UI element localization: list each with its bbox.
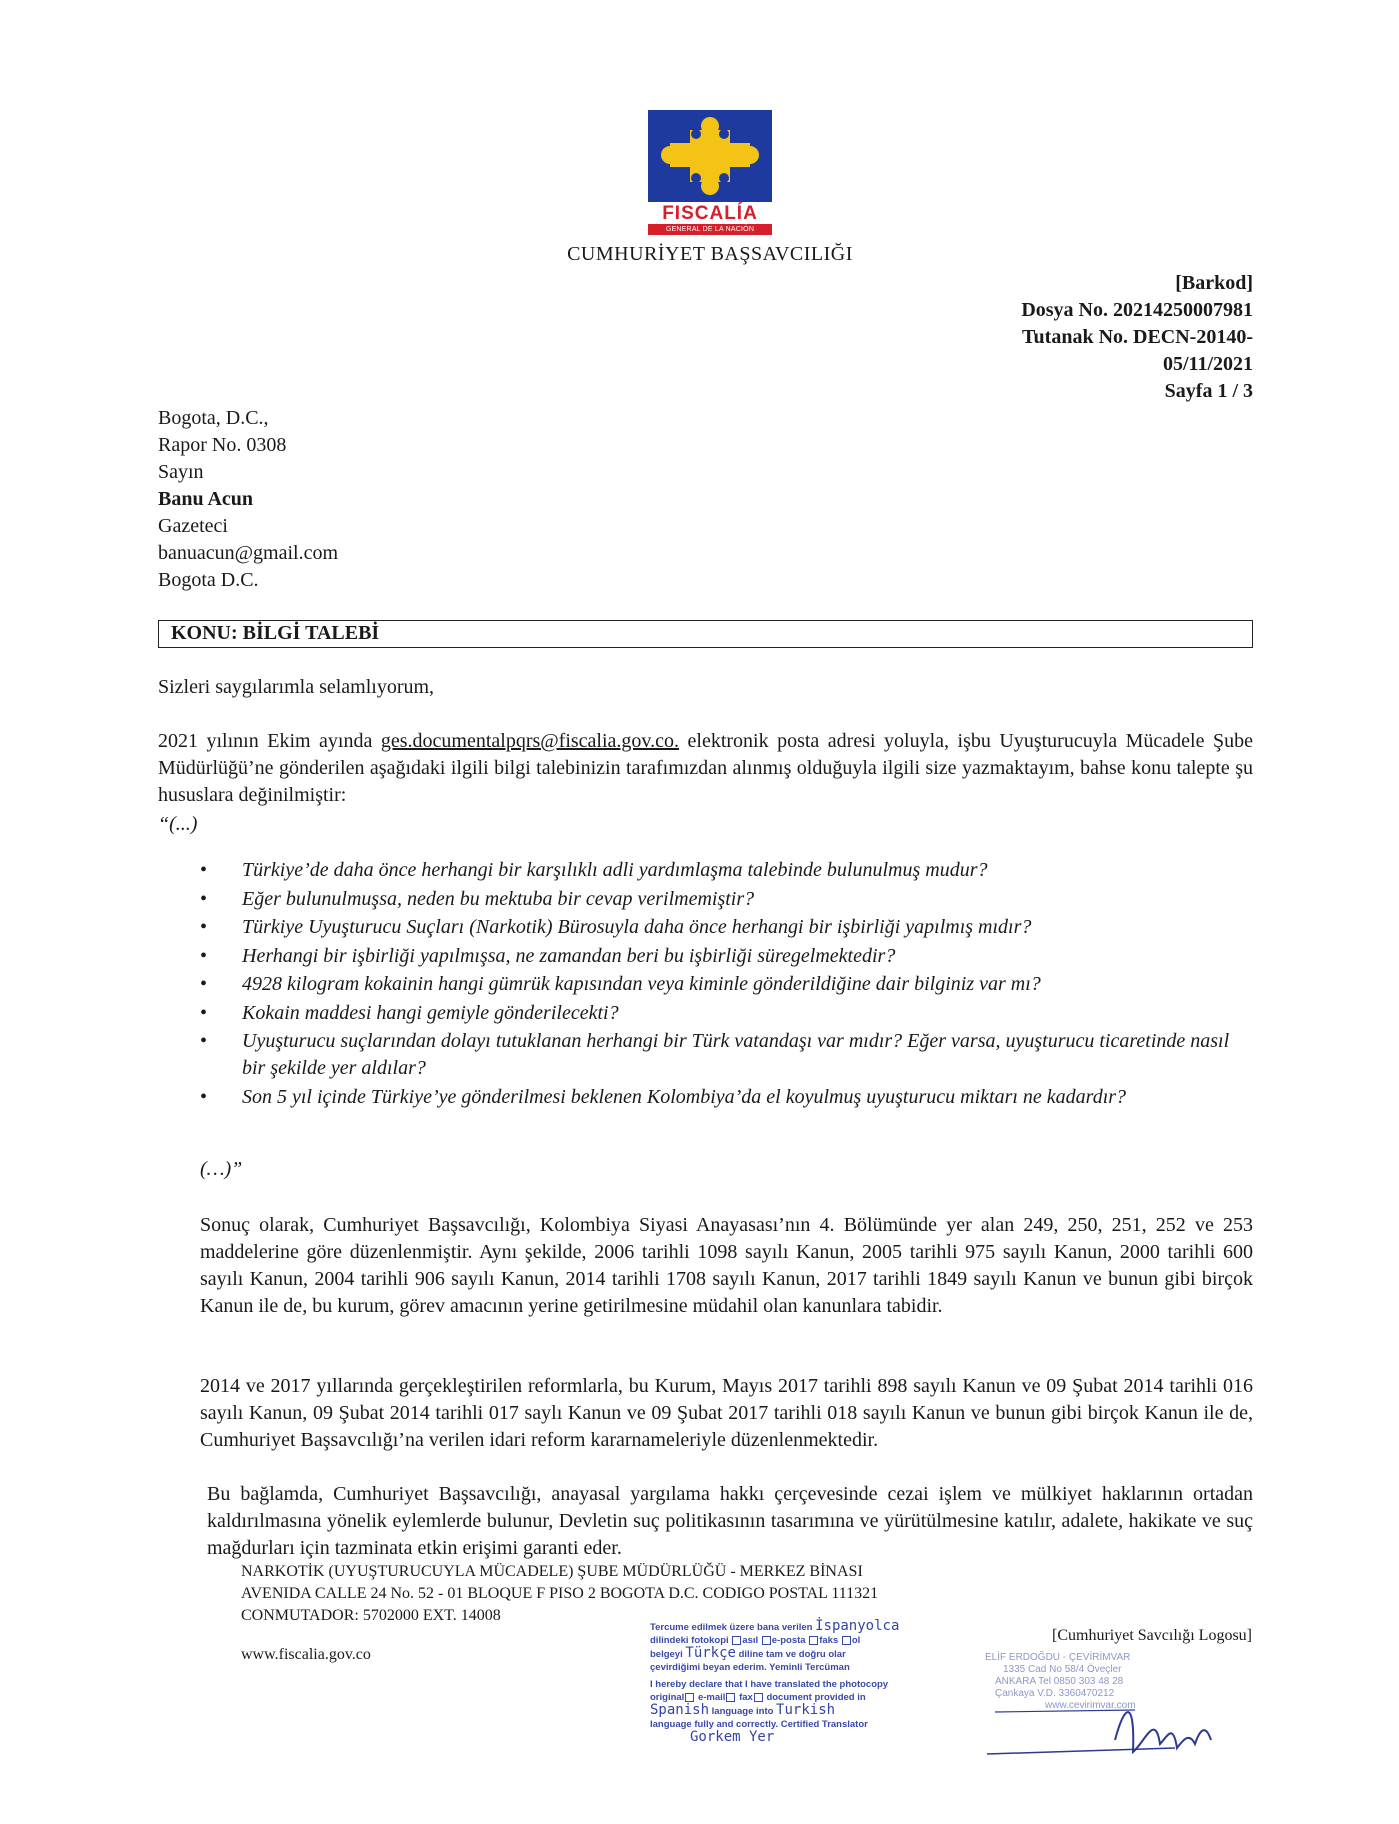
recipient-address — [158, 405, 338, 594]
recipient-email: banuacun@gmail.com — [158, 542, 339, 564]
email-link[interactable]: ges.documentalpqrs@fiscalia.gov.co. — [380, 730, 680, 752]
bullet-icon: • — [200, 916, 208, 938]
reference-block — [1021, 270, 1253, 405]
handwritten-source-language-en: Spanish — [650, 1702, 710, 1718]
bullet-icon: • — [200, 973, 208, 995]
logo-emblem — [648, 110, 772, 202]
footer-line-1: NARKOTİK (UYUŞTURUCUYLA MÜCADELE) ŞUBE MÜDÜRLÜĞÜ - MERKEZ BİNASI — [241, 1563, 863, 1580]
bullet-icon: • — [200, 1001, 208, 1024]
city-line: Bogota, D.C., — [158, 407, 269, 429]
bullet-icon: • — [200, 1030, 208, 1052]
list-item: • Eğer bulunulmuşsa, neden bu mektuba bir cevap verilmemiştir? — [200, 886, 1255, 913]
intro-text-after: elektronik posta adresi yoluyla, işbu Uyuşturucuyla Mücadele Şube Müdürlüğü’ne gönderilen aşağıdaki ilgili bilgi talebinizin tarafımızdan alınmış olduğuyla ilgili size yazmaktayım, bahse konu talepte şu hususlara değinilmiştir: — [158, 730, 1253, 806]
checkbox-icon — [726, 1693, 735, 1702]
footer-line-2: AVENIDA CALLE 24 No. 52 - 01 BLOQUE F PISO 2 BOGOTA D.C. CODIGO POSTAL 111321 — [241, 1585, 879, 1602]
greeting: Sizleri saygılarımla selamlıyorum, — [158, 676, 435, 698]
footer-line-3: CONMUTADOR: 5702000 EXT. 14008 — [241, 1607, 501, 1624]
minutes-number-line1: Tutanak No. DECN-20140- — [1022, 326, 1253, 348]
checkbox-icon — [762, 1636, 771, 1645]
logo-subtitle: GENERAL DE LA NACIÓN — [648, 224, 772, 235]
bullet-icon: • — [200, 1085, 208, 1108]
footer-address — [241, 1561, 878, 1627]
list-item: • Uyuşturucu suçlarından dolayı tutuklanan herhangi bir Türk vatandaşı var mıdır? Eğer varsa, uyuşturucu ticaretinde nasıl bir şekilde yer aldılar? — [200, 1030, 1230, 1079]
body-paragraph-2: 2014 ve 2017 yıllarında gerçekleştirilen reformlarla, bu Kurum, Mayıs 2017 tarihli 898 sayılı Kanun ve 09 Şubat 2014 tarihli 016 sayılı Kanun, 09 Şubat 2014 tarihli 017 saylı Kanun ve 09 Şubat 2017 tarihli 018 sayılı Kanun ve bunun gibi birçok Kanun ile de, Cumhuriyet Başsavcılığı’na verilen idari reform kararnameleriyle düzenlenmektedir. — [200, 1375, 1253, 1451]
quote-close: (…)” — [200, 1158, 243, 1180]
list-item: • Türkiye Uyuşturucu Suçları (Narkotik) Bürosuyla daha önce herhangi bir işbirliği yapılmış mıdır? — [200, 914, 1255, 941]
subject-line: KONU: BİLGİ TALEBİ — [158, 620, 1253, 648]
handwritten-target-language: Türkçe — [685, 1645, 736, 1661]
footer-logo-label: [Cumhuriyet Savcılığı Logosu] — [1052, 1627, 1252, 1644]
checkbox-icon — [842, 1636, 851, 1645]
institution-title: CUMHURİYET BAŞSAVCILIĞI — [567, 243, 853, 265]
recipient-title: Gazeteci — [158, 515, 228, 537]
checkbox-icon — [685, 1693, 694, 1702]
signature-icon — [985, 1682, 1225, 1762]
bullet-icon: • — [200, 887, 208, 910]
intro-text-before: 2021 yılının Ekim ayında — [158, 730, 381, 752]
checkbox-icon — [732, 1636, 741, 1645]
recipient-city: Bogota D.C. — [158, 569, 259, 591]
puzzle-piece-icon — [648, 110, 772, 202]
barcode-placeholder: [Barkod] — [1175, 272, 1253, 294]
list-item: • Türkiye’de daha önce herhangi bir karşılıklı adli yardımlaşma talebinde bulunulmuş mudur? — [200, 857, 1255, 884]
body-paragraph-1: Sonuç olarak, Cumhuriyet Başsavcılığı, Kolombiya Siyasi Anayasası’nın 4. Bölümünde yer alan 249, 250, 251, 252 ve 253 maddelerine göre düzenlenmiştir. Aynı şekilde, 2006 tarihli 1098 sayılı Kanun, 2005 tarihli 975 sayılı Kanun, 2000 tarihli 600 sayılı Kanun, 2004 tarihli 906 sayılı Kanun, 2014 tarihli 1708 sayılı Kanun, 2017 tarihli 1849 sayılı Kanun ve bunun gibi birçok Kanun ile de, bu kurum, görev amacının yerine getirilmesine müdahil olan kanunlara tabidir. — [200, 1214, 1253, 1317]
translator-signature-name: Gorkem Yer — [690, 1729, 775, 1745]
recipient-name: Banu Acun — [158, 488, 254, 510]
checkbox-icon — [754, 1693, 763, 1702]
salutation: Sayın — [158, 461, 204, 483]
request-questions-list — [200, 857, 1255, 1112]
body-paragraph-3: Bu bağlamda, Cumhuriyet Başsavcılığı, anayasal yargılama hakkı çerçevesinde cezai işlem ve mülkiyet haklarının ortadan kaldırılmasına yönelik eylemlerde bulunur, Devletin suç politikasının tasarımına ve yürütülmesine katılır, adalete, hakikate ve suç mağdurları için tazminata etkin erişimi garanti eder. — [207, 1483, 1253, 1559]
translator-stamp: Tercume edilmek üzere bana verilen İspanyolca dilindeki fotokopi asıl e-posta faks ol belgeyi Türkçe diline tam ve doğru olar çevirdiğimi beyan ederim. Yeminli Tercüman I hereby declare that I have translated the photocopy original e-mail fax document provided in Spanish language into Turkish language fully and correctly. Certified Translator Gorkem Yer — [650, 1618, 900, 1745]
bullet-icon: • — [200, 859, 208, 881]
bullet-icon: • — [200, 944, 208, 967]
page-number: Sayfa 1 / 3 — [1164, 380, 1253, 402]
report-number: Rapor No. 0308 — [158, 434, 287, 456]
list-item: • Herhangi bir işbirliği yapılmışsa, ne zamandan beri bu işbirliği süregelmektedir? — [200, 943, 1255, 970]
fiscalia-logo — [648, 110, 772, 236]
list-item: • Son 5 yıl içinde Türkiye’ye gönderilmesi beklenen Kolombiya’da el koyulmuş uyuşturucu miktarı ne kadardır? — [200, 1084, 1255, 1111]
logo-wordmark: FISCALÍA — [662, 203, 758, 224]
list-item: • Kokain maddesi hangi gemiyle gönderilecekti? — [200, 1000, 1255, 1027]
minutes-number-line2: 05/11/2021 — [1162, 353, 1253, 375]
footer-website: www.fiscalia.gov.co — [241, 1646, 371, 1663]
list-item: • 4928 kilogram kokainin hangi gümrük kapısından veya kiminle gönderildiğine dair bilginiz var mı? — [200, 971, 1255, 998]
handwritten-target-language-en: Turkish — [776, 1702, 836, 1718]
handwritten-source-language: İspanyolca — [815, 1618, 900, 1634]
checkbox-icon — [809, 1636, 818, 1645]
quote-open: “(...) — [158, 813, 198, 835]
translation-office-stamp: ELİF ERDOĞDU - ÇEVİRİMVAR 1335 Cad No 58/4 Öveçler ANKARA Tel 0850 303 48 28 Çankaya V.D. 3360470212 www.cevirimvar.com — [985, 1652, 1225, 1762]
file-number: Dosya No. 20214250007981 — [1021, 299, 1253, 321]
intro-paragraph — [158, 728, 1253, 809]
